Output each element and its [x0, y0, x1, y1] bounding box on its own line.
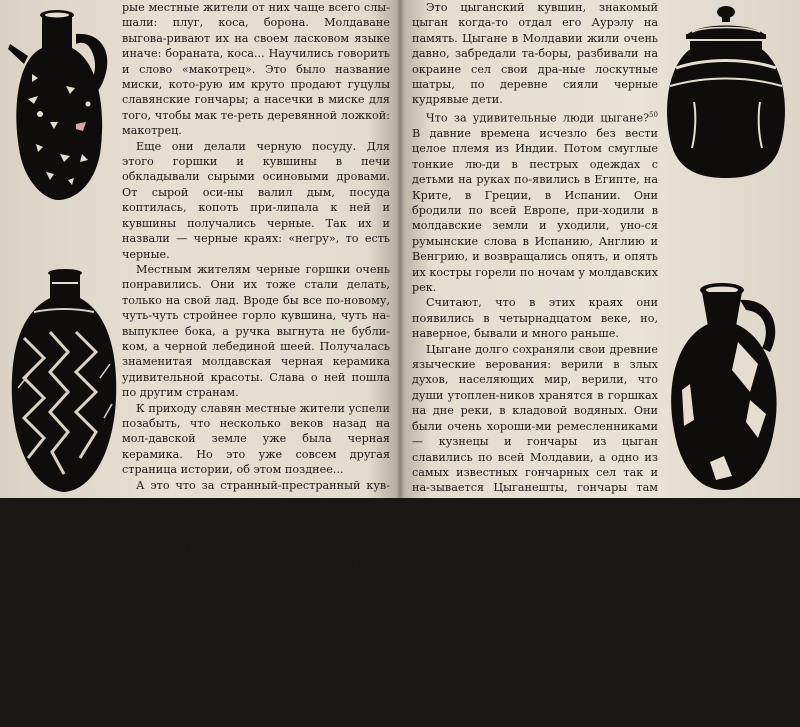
black-jug-illustration [654, 280, 796, 494]
footnote-mark: 50 [649, 110, 658, 119]
left-page-text [122, 0, 390, 709]
left-paragraph-1: рые местные жители от них чаще всего слы-шали: плуг, коса, борона. Молдаване выгова-ривают их на своем ласковом языке иначе: бораната, коса... Научились говорить и слово «макотрец». Это было название миски, кото-рую им круто продают гуцулы славянские гончары; а насечки в миске для того, чтобы мак те-реть деревянной ложкой: макотрец. [122, 1, 390, 138]
right-page [402, 0, 800, 726]
tall-patterned-vase-illustration [4, 268, 122, 496]
left-paragraph-2: Еще они делали черную посуду. Для этого горшки и кувшины в печи обкладывали сырыми осиновыми дровами. От сырой оси-ны валил дым, посуда коптилась, копоть при-липала к ней и кувшины получались черные. Так их и назвали — черные краях: «негру», то есть черные. [122, 139, 390, 261]
right-paragraph-2: Что за удивительные люди цыгане?$^{50}$ В давние времена исчезло без вести целое племя из Индии. Потом смуглые тонкие лю-ди в пестрых одеждах с детьми на руках по-явились в Египте, на Крите, в Греции, в Испании. Они бродили по всей Европе, при-ходили в молдавские земли и уходили, уно-ся румынские слова в Испанию, Англию и Венгрию, и возвращались опять, и опять их костры горели по ночам у молдавских рек. [412, 110, 658, 295]
right-paragraph-1: Это цыганский кувшин, знакомый цыган когда-то отдал его Аурэлу на память. Цыгане в Молдавии жили очень давно, забредали та-боры, разбивали на окраине сел свои дра-ные лоскутные шатры, по деревне сияли черные кудрявые дети. [412, 1, 658, 107]
right-paragraph-5: Только цыганский кувшин придумали свой, украсили его чем попало, и он получ-ился веселый и дикий, как дырявый лоскут-ный шатер, раскинутый на берегу реки. [412, 635, 658, 711]
lidded-pot-illustration [656, 2, 796, 180]
left-paragraph-4: К приходу славян местные жители успели позабыть, что несколько веков назад на мол-давской земле уже была черная керамика. Но это уже совсем другая страница истории, об этом позднее... [122, 401, 390, 477]
right-paragraph-6: ...А это гордость Молдавии — кувшин, [426, 712, 655, 726]
jug-with-spout-illustration [6, 4, 118, 204]
left-paragraph-3: Местным жителям черные горшки очень понравились. Они их тоже стали делать, только на свой лад. Вроде бы все по-новому, чуть-чуть стройнее горло кувшина, чуть на-выпуклее бока, а ручка выгнута не бубли-ком, а черной лебединой шеей. Получалась знаменитая молдавская черная керамика удивительной красоты. Слава о ней пошла по другим странам. [122, 262, 390, 400]
right-paragraph-3: Считают, что в этих краях они появились в четырнадцатом веке, но, наверное, бывали и много раньше. [412, 296, 658, 341]
left-page [0, 0, 398, 708]
right-paragraph-4: Цыгане долго сохраняли свои древние языческие верования: верили в злых духов, населяющих мир, верили, что души утоплен-ников хранятся в горшках на дне реки, в кладовой водяных. Они были очень хороши-ми ремесленниками — кузнецы и гончары из цыган славились по всей Молдавии, а одно из самых известных гончарных сел так и на-зывается Цыганешты, гончары там цыгане. Цыгане передавали из рода в род секреты гадания и фокусов, искусство врачевания, умение дрессировать животных — знания, добытые мудрецами Индии и Тибета. Но гон-чарное искусство они не принесли с собой, а потому его здесь, в молдавских деревнях, цыгане и учились, и делали ту же посуду, что и молдаване. [412, 342, 658, 633]
right-page-text [412, 0, 658, 727]
left-paragraph-5: А это что за странный-престранный кув-шин притаился на самом конце полки, в уг-лу, далеко от изделий Аурэзы? [122, 478, 390, 523]
left-paragraph-6: Такого кувшина наверняка больше нигде не увидишь. Пока он был сырой, в него вдавили медные монетки, оловянные пуговицы, брошек, голубую серьгу, обломки красных кирпичей, с зеленой стеклышко, обломки фарфоровой чашки, расписанной малиновыми розами, ча-почек, разукрашенной зубчатые колесики от часов. А потом ненадолго поставили в печь и малый огонь, который все же успел прида-вить его к кувшину. И вот сколько самих, что получилось. [122, 524, 390, 708]
